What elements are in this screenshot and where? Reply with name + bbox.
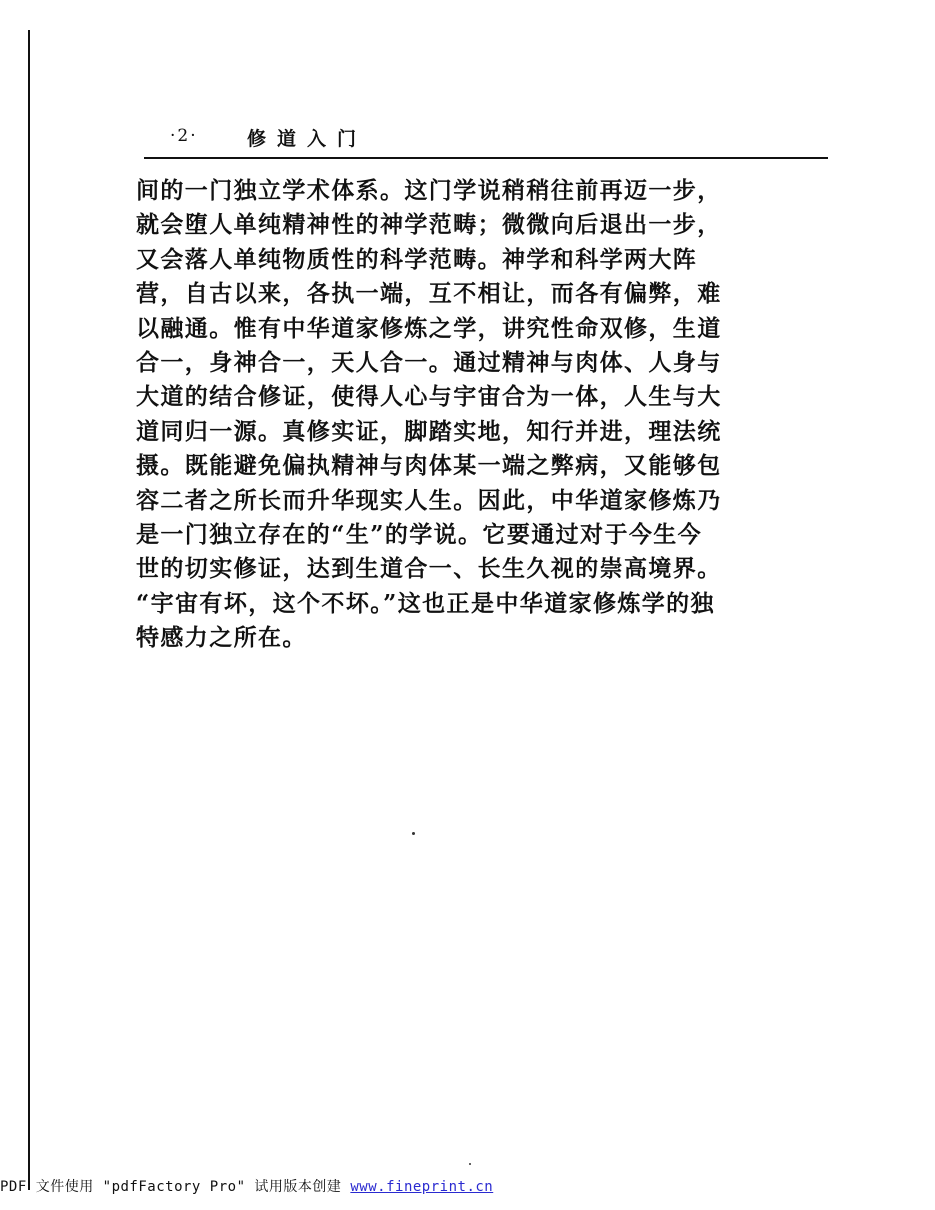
text-line: 以融通。惟有中华道家修炼之学，讲究性命双修，生道 <box>136 314 722 342</box>
footer-text: PDF 文件使用 "pdfFactory Pro" 试用版本创建 <box>0 1179 351 1195</box>
header-rule <box>144 157 828 159</box>
page-header <box>144 124 828 154</box>
footer-link[interactable]: www.fineprint.cn <box>350 1179 494 1195</box>
text-line: 又会落人单纯物质性的科学范畴。神学和科学两大阵 <box>136 245 698 273</box>
text-line: 营，自古以来，各执一端，互不相让，而各有偏弊，难 <box>136 280 722 308</box>
text-line: 世的切实修证，达到生道合一、长生久视的崇高境界。 <box>136 555 722 583</box>
left-margin-rule <box>28 30 30 1190</box>
scan-speck <box>469 1163 471 1165</box>
page-number: ·2· <box>170 126 198 146</box>
text-line: 大道的结合修证，使得人心与宇宙合为一体，人生与大 <box>136 383 722 411</box>
text-line: 摄。既能避免偏执精神与肉体某一端之弊病，又能够包 <box>136 452 722 480</box>
scan-speck <box>412 832 415 835</box>
text-line: 合一，身神合一，天人合一。通过精神与肉体、人身与 <box>136 348 722 376</box>
text-line: 是一门独立存在的“生”的学说。它要通过对于今生今 <box>136 520 703 548</box>
running-title: 修道入门 <box>247 128 368 150</box>
body-text <box>136 174 836 655</box>
footer-watermark <box>0 1176 493 1196</box>
text-line: 就会堕人单纯精神性的神学范畴；微微向后退出一步， <box>136 211 722 239</box>
text-line: 特感力之所在。 <box>136 624 307 652</box>
text-line: “宇宙有坏，这个不坏。”这也正是中华道家修炼学的独 <box>136 589 715 617</box>
text-line: 道同归一源。真修实证，脚踏实地，知行并进，理法统 <box>136 417 722 445</box>
text-line: 容二者之所长而升华现实人生。因此，中华道家修炼乃 <box>136 486 722 514</box>
text-line: 间的一门独立学术体系。这门学说稍稍往前再迈一步， <box>136 177 722 204</box>
